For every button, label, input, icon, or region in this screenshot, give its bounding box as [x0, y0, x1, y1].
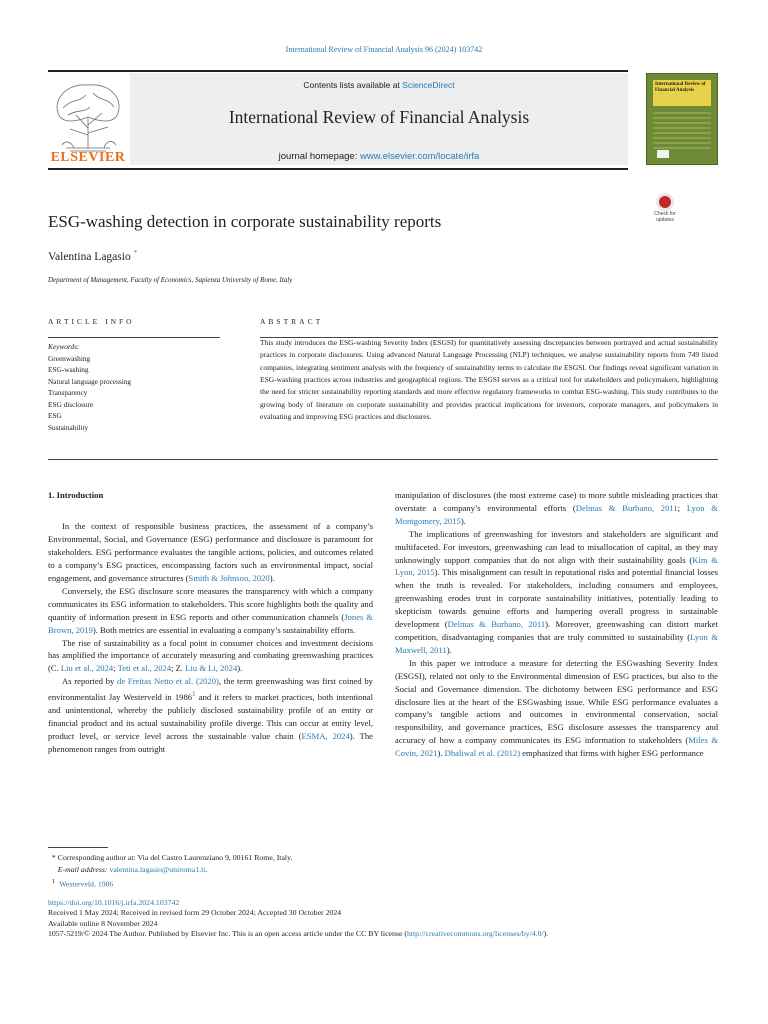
footnote-1: $^1$ Westerveld, 1986 [51, 878, 114, 889]
corresponding-author-note: * Corresponding author at: Via del Castro Laurenziano 9, 00161 Rome, Italy. [51, 853, 293, 862]
article-info-heading: ARTICLE INFO [48, 317, 135, 326]
author-name: Valentina Lagasio * [48, 249, 138, 263]
citation-link[interactable]: Liu & Li, 2024 [185, 663, 238, 674]
citation-link[interactable]: Dhaliwal et al. (2012) [444, 748, 521, 759]
paragraph: In this paper we introduce a measure for detecting the ESGwashing Severity Index (ESGSI), related not only to the Environmental dimension of ESG practices, but also to the Social and Governance dimension. The dichotomy between ESG performance and ESG disclosure lies at the heart of the ESGwashing issue. While ESG performance evaluates a company’s tangible actions and outcomes in environmental conservation, social responsibility, and governance practices, ESG disclosure assesses the transparency and accuracy of how a company communicates its ESG information to stakeholders (Miles & Covin, 2021). Dhaliwal et al. (2012) emphasized that firms with higher ESG performance [395, 657, 718, 759]
keyword-item: Greenwashing [48, 353, 91, 363]
citation-link[interactable]: Smith & Johnson, 2020 [188, 573, 270, 584]
paragraph: In the context of responsible business practices, the assessment of a company’s Environmental, Social, and Governance (ESG) performance and disclosure is paramount for stakeholders. ESG performance evaluates the tangible actions, policies, and outcomes related to a company’s ESG practices, encompassing factors such as environmental impact, social engagement, and governance structures (Smith & Johnson, 2020). [48, 521, 373, 584]
citation-link[interactable]: Delmas & Burbano, 2011 [447, 619, 546, 630]
citation-link[interactable]: de Freitas Netto et al. (2020) [117, 676, 219, 687]
keyword-item: Transparency [48, 388, 88, 397]
cover-badge [657, 150, 669, 158]
citation-link[interactable]: Delmas & Burbano, 2011 [575, 502, 678, 513]
keyword-item: ESG [48, 411, 62, 420]
paragraph: The implications of greenwashing for investors and stakeholders are significant and multifaceted. For investors, greenwashing can lead to misallocation of capital, as they may unknowingly support companies that do not align with their sustainability goals (Kim & Lyon, 2015). This misalignment can result in reputational risks and potential financial losses when the truth is revealed. For stakeholders, including consumers and employees, greenwashing erodes trust in corporate sustainability initiatives, potentially leading to skepticism towards genuine efforts and hampering overall progress in sustainable development (Delmas & Burbano, 2011). Moreover, greenwashing can distort market competition, disadvantaging companies that are truly committed to sustainability (Lyon & Maxwell, 2011). [395, 528, 719, 655]
keywords-label: Keywords: [48, 342, 80, 351]
keywords-list [48, 341, 223, 433]
citation-link[interactable]: Lyon & Maxwell, 2011 [395, 631, 718, 655]
journal-cover-thumbnail [646, 73, 718, 165]
check-updates-label: Check for updates [654, 211, 676, 223]
sciencedirect-link[interactable]: ScienceDirect [402, 80, 455, 90]
abstract-text: This study introduces the ESG-washing Severity Index (ESGSI) for quantitatively assessing discrepancies between portrayed and actual sustainability practices in corporate disclosures. Using advanced Natural Language Processing (NLP) techniques, we analyse sustainability reports from 749 listed companies, integrating sentiment analysis with the frequency of sustainability terms to calculate the ESGSI. Our findings reveal significant variation in ESG-washing practices across industries and geographical regions. The ESGSI serves as a critical tool for stakeholders and policymakers, highlighting the need for stricter sustainability reporting standards and more effective regulatory frameworks to combat ESG-washing. This study contributes to the growing body of literature on corporate sustainability and provides practical implications for investors, corporate managers, and policymakers in evaluating and improving ESG practices and disclosures. [260, 338, 718, 422]
body-column-right [395, 489, 718, 760]
contents-line: Contents lists available at ScienceDirect [303, 80, 455, 90]
check-for-updates-button[interactable] [646, 193, 684, 229]
license-line: 1057-5219/© 2024 The Author. Published by Elsevier Inc. This is an open access article under the CC BY license (http://creativecommons.org/licenses/by/4.0/). [48, 928, 549, 938]
paragraph: As reported by de Freitas Netto et al. (2020), the term greenwashing was first coined by environmentalist Jay Westerveld in 1986$^1$ and it refers to market practices, both intentional and unintentional, whereby the publicly disclosed sustainability profile of an entity or financial product and its actual sustainability profile diverge. This can occur at entity level, product level, or service level across the sustainable value chain (ESMA, 2024). The phenomenon ranges from outright [48, 676, 373, 754]
email-link[interactable]: valentina.lagasio@uniroma1.it [109, 865, 206, 874]
section-heading: 1. Introduction [48, 490, 104, 500]
cover-pattern [653, 112, 711, 152]
body-column-left [48, 489, 373, 756]
keyword-item: ESG disclosure [48, 399, 94, 409]
homepage-link[interactable]: www.elsevier.com/locate/irfa [360, 151, 480, 162]
keyword-item: Natural language processing [48, 376, 132, 386]
license-link[interactable]: http://creativecommons.org/licenses/by/4.0/ [406, 928, 544, 938]
citation-link[interactable]: ESMA, 2024 [301, 730, 350, 741]
banner-rule [48, 168, 628, 170]
paragraph: manipulation of disclosures (the most extreme case) to more subtle misleading practices that overstate a company’s environmental efforts (Delmas & Burbano, 2011; Lyon & Montgomery, 2015). [395, 490, 718, 526]
journal-citation-link[interactable]: International Review of Financial Analysis 96 (2024) 103742 [285, 45, 483, 54]
article-title: ESG-washing detection in corporate sustainability reports [48, 212, 442, 231]
citation-link[interactable]: Lyon & Montgomery, 2015 [395, 502, 718, 526]
footnote-link[interactable]: 1 [192, 690, 196, 699]
citation-link[interactable]: Liu et al., 2024 [60, 663, 114, 674]
keyword-item: Sustainability [48, 422, 89, 432]
homepage-line: journal homepage: www.elsevier.com/locate/irfa [278, 151, 480, 162]
email-note: E-mail address: valentina.lagasio@uniroma1.it. [57, 865, 208, 874]
footnote-1-link[interactable]: Westerveld, 1986 [59, 879, 114, 889]
paragraph: Conversely, the ESG disclosure score measures the transparency with which a company communicates its ESG information to stakeholders. This score highlights both the quality and quantity of information present in ESG reports and other communication channels (Jones & Brown, 2019). Both metrics are essential in evaluating a company’s sustainability efforts. [48, 585, 373, 635]
citation-link[interactable]: Kim & Lyon, 2015 [395, 554, 718, 578]
keyword-item: ESG-washing [48, 365, 89, 374]
doi-link[interactable]: https://doi.org/10.1016/j.irfa.2024.103742 [48, 898, 180, 907]
publication-info [48, 898, 728, 939]
paragraph: The rise of sustainability as a focal point in consumer choices and investment decisions has amplified the importance of accurately measuring and combating greenwashing practices (C. Liu et al., 2024; Teti et al., 2024; Z. Liu & Li, 2024). [48, 637, 373, 674]
header-rule [48, 70, 628, 72]
cover-title: International Review of Financial Analysis [655, 82, 706, 93]
abstract-bottom-rule [48, 459, 718, 460]
received-dates: Received 1 May 2024; Received in revised form 29 October 2024; Accepted 30 October 2024 [48, 908, 342, 918]
journal-title: International Review of Financial Analysis [228, 107, 530, 127]
footnotes [48, 852, 448, 891]
citation-link[interactable]: Teti et al., 2024 [117, 663, 172, 674]
abstract-heading: ABSTRACT [260, 317, 324, 326]
elsevier-wordmark: ELSEVIER [50, 150, 126, 165]
check-updates-icon [656, 193, 674, 211]
online-date: Available online 8 November 2024 [48, 918, 158, 928]
author-footnote-link[interactable]: * [133, 249, 138, 257]
author-affiliation: Department of Management, Faculty of Economics, Sapienza University of Rome, Italy [48, 276, 293, 284]
citation-link[interactable]: Miles & Covin, 2021 [395, 735, 718, 759]
article-info-rule [48, 337, 220, 338]
citation-link[interactable]: Jones & Brown, 2019 [48, 611, 373, 635]
footnote-rule [48, 847, 108, 848]
